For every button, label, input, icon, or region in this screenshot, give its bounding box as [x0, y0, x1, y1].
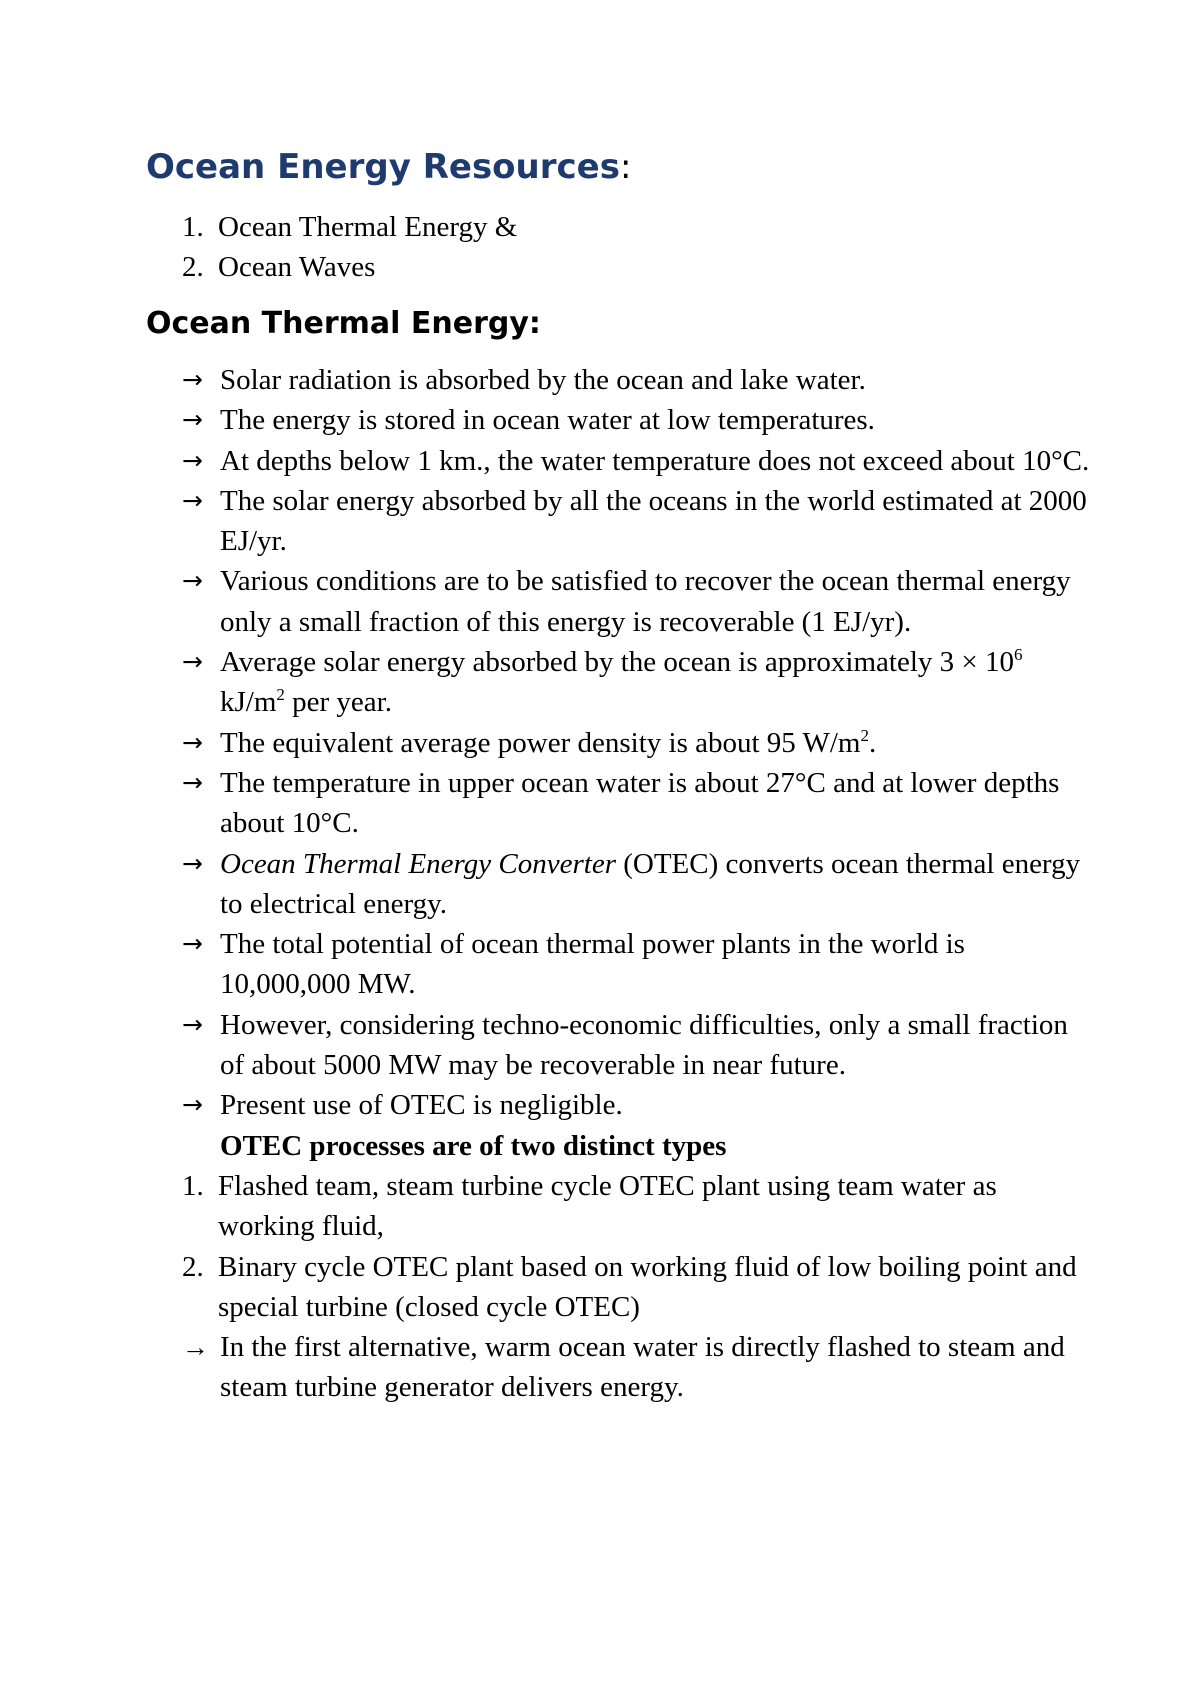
list-item — [0, 207, 1200, 247]
page-title-colon: : — [619, 147, 632, 187]
list-number: 1. — [182, 1169, 204, 1202]
bullet-text-part: Average solar energy absorbed by the ocean is approximately 3 × 10 — [220, 646, 1014, 679]
arrow-icon: → — [182, 566, 203, 596]
bullet-item — [0, 763, 1200, 844]
list-number: 2. — [182, 251, 204, 284]
superscript: 2 — [860, 725, 869, 745]
superscript: 6 — [1014, 645, 1023, 665]
list-item-text: Binary cycle OTEC plant based on working fluid of low boiling point and special turbine (closed cycle OTEC) — [218, 1250, 1077, 1323]
arrow-icon: → — [182, 848, 203, 878]
bullet-text-part: (OTEC) converts ocean thermal energy to electrical energy. — [220, 847, 1081, 920]
bullet-text-part: . — [869, 726, 877, 759]
bullet-text: The temperature in upper ocean water is about 27°C and at lower depths about 10°C. — [220, 766, 1060, 840]
list-number: 2. — [182, 1250, 204, 1283]
bullet-text — [220, 642, 1090, 723]
arrow-icon: → — [182, 647, 203, 677]
bullet-item — [0, 844, 1200, 925]
list-number: 1. — [182, 211, 204, 243]
list-item — [0, 247, 1200, 287]
bullet-text: The energy is stored in ocean water at low temperatures. — [220, 404, 875, 437]
list-item-text: Ocean Waves — [218, 251, 376, 284]
bullet-text-part: kJ/m — [220, 686, 277, 719]
arrow-icon: → — [182, 1090, 203, 1120]
arrow-icon: → — [182, 929, 203, 959]
page-title-text: Ocean Energy Resources — [146, 147, 620, 187]
arrow-icon: → — [182, 405, 203, 435]
bullet-item — [0, 481, 1200, 562]
bullet-text: Various conditions are to be satisfied to recover the ocean thermal energy only a small fraction of this energy is recoverable (1 EJ/yr). — [220, 565, 1071, 638]
thermal-bullets — [0, 360, 1200, 1408]
bullet-text: The total potential of ocean thermal power plants in the world is 10,000,000 MW. — [220, 928, 965, 1001]
bullet-text: At depths below 1 km., the water temperature does not exceed about 10°C. — [220, 444, 1090, 477]
bullet-item — [0, 441, 1200, 481]
bullet-text: In the first alternative, warm ocean water is directly flashed to steam and steam turbine generator delivers energy. — [220, 1331, 1065, 1404]
list-item — [0, 1247, 1200, 1328]
resources-list — [0, 207, 1200, 288]
bullet-item — [0, 360, 1200, 400]
bullet-text-part: per year. — [284, 686, 392, 719]
bullet-text: Present use of OTEC is negligible. — [220, 1089, 623, 1122]
list-item — [0, 1166, 1200, 1247]
bullet-text: The solar energy absorbed by all the oceans in the world estimated at 2000 EJ/yr. — [220, 484, 1087, 558]
bullet-item — [0, 561, 1200, 642]
otec-heading: OTEC processes are of two distinct types — [220, 1129, 727, 1162]
arrow-icon: → — [182, 727, 203, 757]
section-heading: Ocean Thermal Energy: — [146, 306, 541, 341]
arrow-icon: → — [182, 485, 203, 515]
arrow-icon: → — [182, 1332, 209, 1363]
bullet-item — [0, 1327, 1200, 1408]
bullet-item — [0, 924, 1200, 1005]
list-item-text: Ocean Thermal Energy & — [218, 211, 518, 243]
bullet-item — [0, 400, 1200, 440]
bullet-item — [0, 642, 1200, 723]
bullet-text: Solar radiation is absorbed by the ocean and lake water. — [220, 364, 866, 396]
superscript: 2 — [276, 685, 285, 705]
arrow-icon: → — [182, 1009, 203, 1039]
bullet-text — [220, 723, 1090, 763]
italic-term: Ocean Thermal Energy Converter — [220, 847, 616, 880]
page-title — [146, 142, 631, 192]
arrow-icon: → — [182, 767, 203, 797]
bullet-text — [220, 844, 1090, 925]
otec-heading-row — [0, 1126, 1200, 1166]
bullet-text: However, considering techno-economic difficulties, only a small fraction of about 5000 MW may be recoverable in near future. — [220, 1008, 1068, 1082]
arrow-icon: → — [182, 365, 203, 394]
bullet-item — [0, 723, 1200, 763]
list-item-text: Flashed team, steam turbine cycle OTEC plant using team water as working fluid, — [218, 1169, 997, 1243]
bullet-text-part: The equivalent average power density is about 95 W/m — [220, 726, 861, 759]
arrow-icon: → — [182, 445, 203, 475]
bullet-item — [0, 1005, 1200, 1086]
bullet-item — [0, 1085, 1200, 1125]
